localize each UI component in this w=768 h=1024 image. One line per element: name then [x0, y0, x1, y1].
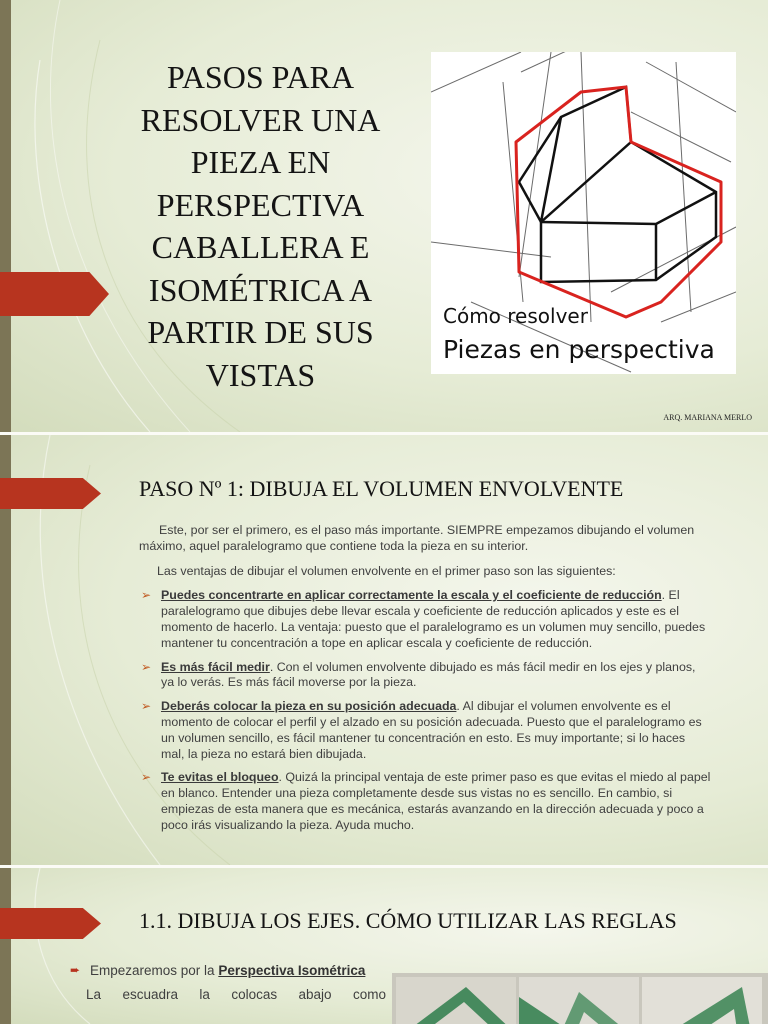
ruler-photo — [396, 977, 516, 1024]
set-square-icon — [396, 977, 516, 1024]
list-item: ➢ Deberás colocar la pieza en su posición adecuada. Al dibujar el volumen envolvente es el momento de colocar el perfil y el alzado en su posición adecuada. Puesto que el paralelogramo es un volumen sencillo, es fácil mantener tu concentración en esto. Es muy importante; si lo haces mal, la pieza no estará bien dibujada. — [141, 699, 702, 761]
illustration-caption-line2: Piezas en perspectiva — [443, 335, 715, 364]
arrow-bullet-icon: ➢ — [141, 588, 152, 603]
body-paragraph: La escuadra la colocas abajo como — [86, 987, 386, 1002]
slide-body — [139, 523, 711, 842]
arrow-bullet-icon: ➢ — [141, 699, 152, 714]
perspective-illustration — [431, 52, 736, 374]
slide-marker-arrow — [0, 478, 101, 509]
slide-paso-1 — [0, 435, 768, 865]
ruler-photo — [519, 977, 639, 1024]
slide-marker-arrow — [0, 908, 101, 939]
slide-stripe — [0, 0, 11, 432]
intro-paragraph: Este, por ser el primero, es el paso más importante. SIEMPRE empezamos dibujando el volumen máximo, aquel paralelogramo que contiene toda la pieza en su interior. — [139, 523, 695, 553]
slide-ejes — [0, 868, 768, 1024]
advantages-list — [139, 588, 711, 833]
arrow-bullet-icon: ➢ — [141, 770, 152, 785]
ruler-photos — [392, 973, 768, 1024]
list-item: ➢ Te evitas el bloqueo. Quizá la principal ventaja de este primer paso es que evitas el miedo al papel en blanco. Entender una pieza completamente desde sus vistas no es sencillo. En cambio, si empiezas de esta manera que es mecánica, estarás avanzando en la dirección adecuada y poco a poco irás visualizando la pieza. Ayuda mucho. — [141, 770, 711, 832]
author-label: ARQ. MARIANA MERLO — [663, 413, 752, 422]
arrow-bullet-icon: ➢ — [141, 659, 152, 674]
slide-title-text: PASOS PARA RESOLVER UNA PIEZA EN PERSPECTIVA CABALLERA E ISOMÉTRICA A PARTIR DE SUS VISTAS — [140, 59, 381, 393]
slide-marker-arrow — [0, 272, 109, 316]
slide-body — [70, 962, 390, 1003]
set-square-icon — [519, 977, 639, 1024]
set-square-icon — [642, 977, 762, 1024]
list-item: ➢ Puedes concentrarte en aplicar correctamente la escala y el coeficiente de reducción. El paralelogramo que dibujes debe llevar escala y coeficiente de reducción aplicados y este es el momento de hacerlo. La ventaja: puesto que el paralelogramo es un volumen muy sencillo, puedes mantener tu concentración a tope en aplicar escala y coeficiente de reducción. — [141, 588, 706, 650]
list-item: ➢ Es más fácil medir. Con el volumen envolvente dibujado es más fácil medir en los ejes y planos, ya lo verás. Es más fácil moverse por la pieza. — [141, 659, 696, 690]
slide-stripe — [0, 868, 11, 1024]
slide-title — [0, 0, 768, 432]
list-item: ➨ Empezaremos por la Perspectiva Isométrica — [70, 963, 366, 978]
ruler-photo — [642, 977, 762, 1024]
slide-heading: 1.1. DIBUJA LOS EJES. CÓMO UTILIZAR LAS REGLAS — [139, 908, 677, 933]
illustration-caption-line1: Cómo resolver — [443, 304, 588, 328]
arrow-bullet-icon: ➨ — [70, 963, 81, 977]
slide-heading: PASO Nº 1: DIBUJA EL VOLUMEN ENVOLVENTE — [139, 476, 624, 501]
lead-paragraph: Las ventajas de dibujar el volumen envolvente en el primer paso son las siguientes: — [157, 563, 616, 578]
